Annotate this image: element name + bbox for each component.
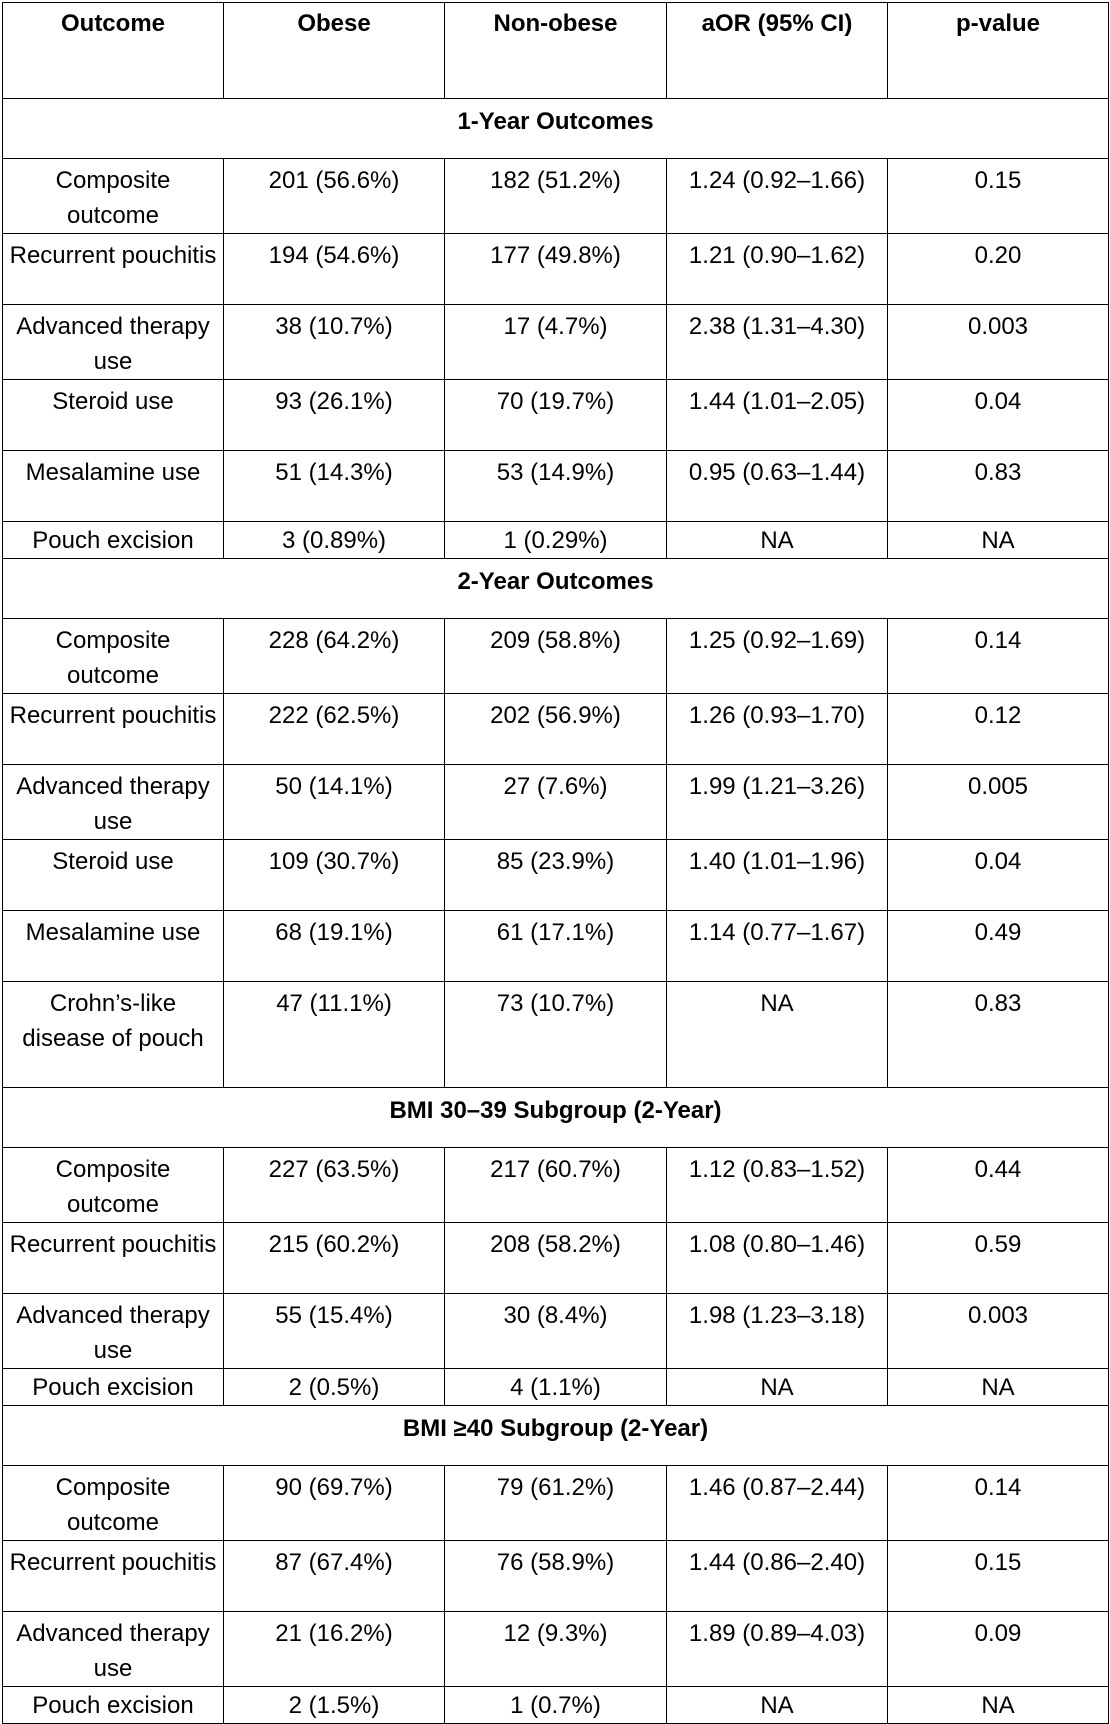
cell-obese: 215 (60.2%): [224, 1223, 445, 1294]
section-header-row: [3, 1088, 1109, 1148]
cell-non-obese: 27 (7.6%): [445, 765, 667, 840]
cell-obese: 222 (62.5%): [224, 694, 445, 765]
section-header-row: [3, 559, 1109, 619]
cell-obese: 87 (67.4%): [224, 1541, 445, 1612]
cell-outcome: Steroid use: [3, 840, 224, 911]
cell-non-obese: 209 (58.8%): [445, 619, 667, 694]
table-row: [3, 1148, 1109, 1223]
section-title: 2-Year Outcomes: [3, 559, 1109, 619]
cell-aor: NA: [667, 1369, 888, 1406]
cell-p-value: 0.14: [888, 619, 1109, 694]
cell-p-value: 0.14: [888, 1466, 1109, 1541]
table-row: [3, 305, 1109, 380]
cell-p-value: NA: [888, 1369, 1109, 1406]
cell-p-value: 0.04: [888, 840, 1109, 911]
cell-non-obese: 76 (58.9%): [445, 1541, 667, 1612]
cell-p-value: 0.49: [888, 911, 1109, 982]
cell-non-obese: 12 (9.3%): [445, 1612, 667, 1687]
cell-non-obese: 61 (17.1%): [445, 911, 667, 982]
header-obese: Obese: [224, 3, 445, 99]
header-aor: aOR (95% CI): [667, 3, 888, 99]
cell-obese: 90 (69.7%): [224, 1466, 445, 1541]
cell-obese: 228 (64.2%): [224, 619, 445, 694]
cell-obese: 38 (10.7%): [224, 305, 445, 380]
cell-outcome: Mesalamine use: [3, 451, 224, 522]
cell-aor: 1.25 (0.92–1.69): [667, 619, 888, 694]
cell-aor: NA: [667, 982, 888, 1088]
cell-aor: 1.99 (1.21–3.26): [667, 765, 888, 840]
cell-p-value: 0.83: [888, 982, 1109, 1088]
cell-non-obese: 217 (60.7%): [445, 1148, 667, 1223]
table-row: [3, 911, 1109, 982]
cell-aor: 1.44 (1.01–2.05): [667, 380, 888, 451]
cell-p-value: 0.12: [888, 694, 1109, 765]
table-row: [3, 694, 1109, 765]
section-header-row: [3, 1406, 1109, 1466]
cell-outcome: Composite outcome: [3, 159, 224, 234]
table-row: [3, 1294, 1109, 1369]
cell-aor: 1.40 (1.01–1.96): [667, 840, 888, 911]
cell-obese: 201 (56.6%): [224, 159, 445, 234]
cell-outcome: Pouch excision: [3, 1369, 224, 1406]
cell-obese: 47 (11.1%): [224, 982, 445, 1088]
cell-p-value: 0.59: [888, 1223, 1109, 1294]
cell-obese: 109 (30.7%): [224, 840, 445, 911]
cell-p-value: NA: [888, 522, 1109, 559]
cell-p-value: 0.005: [888, 765, 1109, 840]
cell-outcome: Advanced therapy use: [3, 1612, 224, 1687]
cell-aor: 1.46 (0.87–2.44): [667, 1466, 888, 1541]
cell-non-obese: 70 (19.7%): [445, 380, 667, 451]
header-p-value: p-value: [888, 3, 1109, 99]
cell-non-obese: 79 (61.2%): [445, 1466, 667, 1541]
cell-aor: 1.98 (1.23–3.18): [667, 1294, 888, 1369]
cell-obese: 51 (14.3%): [224, 451, 445, 522]
cell-obese: 55 (15.4%): [224, 1294, 445, 1369]
section-title: 1-Year Outcomes: [3, 99, 1109, 159]
table-row: [3, 159, 1109, 234]
cell-non-obese: 53 (14.9%): [445, 451, 667, 522]
table-body: [3, 99, 1109, 1724]
cell-outcome: Recurrent pouchitis: [3, 1541, 224, 1612]
table-row: [3, 451, 1109, 522]
cell-outcome: Mesalamine use: [3, 911, 224, 982]
cell-p-value: 0.83: [888, 451, 1109, 522]
table-row: [3, 840, 1109, 911]
cell-non-obese: 17 (4.7%): [445, 305, 667, 380]
table-row: [3, 522, 1109, 559]
cell-non-obese: 1 (0.29%): [445, 522, 667, 559]
cell-outcome: Composite outcome: [3, 619, 224, 694]
cell-non-obese: 182 (51.2%): [445, 159, 667, 234]
section-header-row: [3, 99, 1109, 159]
cell-outcome: Pouch excision: [3, 522, 224, 559]
cell-non-obese: 73 (10.7%): [445, 982, 667, 1088]
cell-obese: 2 (0.5%): [224, 1369, 445, 1406]
cell-obese: 68 (19.1%): [224, 911, 445, 982]
cell-obese: 227 (63.5%): [224, 1148, 445, 1223]
header-outcome: Outcome: [3, 3, 224, 99]
table-row: [3, 619, 1109, 694]
cell-p-value: 0.15: [888, 159, 1109, 234]
cell-outcome: Recurrent pouchitis: [3, 234, 224, 305]
table-header-row: [3, 3, 1109, 99]
cell-aor: 1.14 (0.77–1.67): [667, 911, 888, 982]
cell-outcome: Composite outcome: [3, 1148, 224, 1223]
cell-non-obese: 85 (23.9%): [445, 840, 667, 911]
outcomes-table: [2, 2, 1109, 1724]
cell-outcome: Advanced therapy use: [3, 305, 224, 380]
cell-non-obese: 1 (0.7%): [445, 1687, 667, 1724]
cell-outcome: Advanced therapy use: [3, 1294, 224, 1369]
cell-p-value: 0.44: [888, 1148, 1109, 1223]
table-row: [3, 1223, 1109, 1294]
cell-obese: 2 (1.5%): [224, 1687, 445, 1724]
cell-non-obese: 177 (49.8%): [445, 234, 667, 305]
cell-p-value: 0.003: [888, 305, 1109, 380]
cell-aor: 1.24 (0.92–1.66): [667, 159, 888, 234]
cell-non-obese: 208 (58.2%): [445, 1223, 667, 1294]
section-title: BMI ≥40 Subgroup (2-Year): [3, 1406, 1109, 1466]
cell-p-value: 0.15: [888, 1541, 1109, 1612]
header-non-obese: Non-obese: [445, 3, 667, 99]
cell-p-value: 0.003: [888, 1294, 1109, 1369]
table-row: [3, 234, 1109, 305]
table-row: [3, 380, 1109, 451]
cell-aor: 1.08 (0.80–1.46): [667, 1223, 888, 1294]
cell-aor: NA: [667, 522, 888, 559]
cell-obese: 3 (0.89%): [224, 522, 445, 559]
cell-p-value: 0.04: [888, 380, 1109, 451]
section-title: BMI 30–39 Subgroup (2-Year): [3, 1088, 1109, 1148]
cell-outcome: Steroid use: [3, 380, 224, 451]
cell-outcome: Composite outcome: [3, 1466, 224, 1541]
cell-aor: 1.21 (0.90–1.62): [667, 234, 888, 305]
table-row: [3, 1369, 1109, 1406]
table-row: [3, 1612, 1109, 1687]
cell-aor: 1.44 (0.86–2.40): [667, 1541, 888, 1612]
cell-aor: 0.95 (0.63–1.44): [667, 451, 888, 522]
cell-aor: 2.38 (1.31–4.30): [667, 305, 888, 380]
cell-obese: 21 (16.2%): [224, 1612, 445, 1687]
table-row: [3, 1541, 1109, 1612]
table-row: [3, 982, 1109, 1088]
cell-outcome: Crohn’s-like disease of pouch: [3, 982, 224, 1088]
cell-aor: 1.89 (0.89–4.03): [667, 1612, 888, 1687]
cell-aor: 1.12 (0.83–1.52): [667, 1148, 888, 1223]
cell-non-obese: 202 (56.9%): [445, 694, 667, 765]
cell-p-value: 0.09: [888, 1612, 1109, 1687]
table-row: [3, 765, 1109, 840]
outcomes-table-container: [2, 2, 1109, 1724]
cell-non-obese: 30 (8.4%): [445, 1294, 667, 1369]
cell-obese: 50 (14.1%): [224, 765, 445, 840]
cell-obese: 194 (54.6%): [224, 234, 445, 305]
cell-outcome: Recurrent pouchitis: [3, 694, 224, 765]
cell-outcome: Advanced therapy use: [3, 765, 224, 840]
cell-p-value: NA: [888, 1687, 1109, 1724]
cell-p-value: 0.20: [888, 234, 1109, 305]
cell-non-obese: 4 (1.1%): [445, 1369, 667, 1406]
cell-outcome: Recurrent pouchitis: [3, 1223, 224, 1294]
cell-aor: 1.26 (0.93–1.70): [667, 694, 888, 765]
table-row: [3, 1687, 1109, 1724]
table-row: [3, 1466, 1109, 1541]
cell-aor: NA: [667, 1687, 888, 1724]
cell-outcome: Pouch excision: [3, 1687, 224, 1724]
cell-obese: 93 (26.1%): [224, 380, 445, 451]
